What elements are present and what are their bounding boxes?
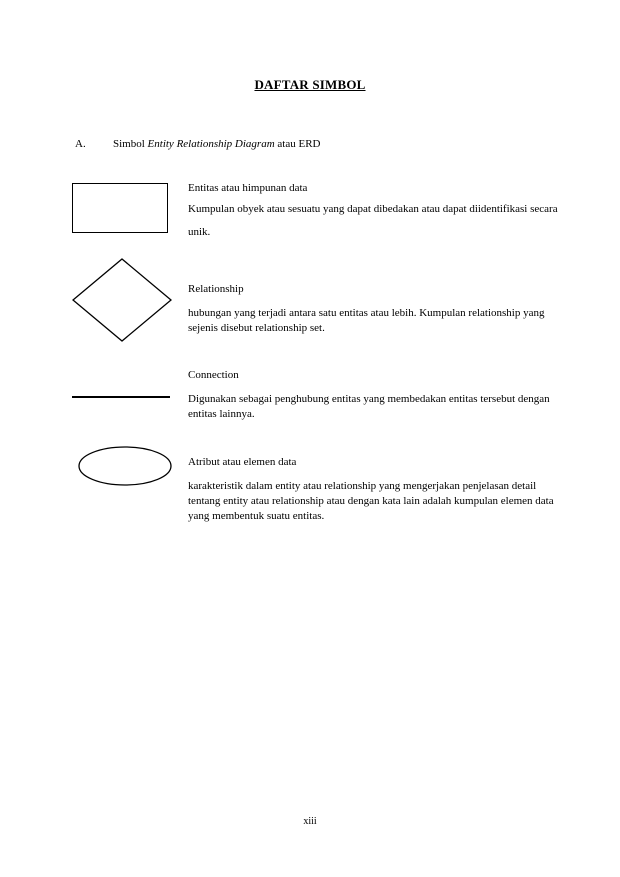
section-heading-text <box>113 138 320 150</box>
ellipse-icon <box>78 446 172 486</box>
symbol-entry-attribute <box>188 455 558 524</box>
symbol-entry-entity <box>188 181 558 244</box>
section-letter: A. <box>75 138 86 150</box>
symbol-term: Relationship <box>188 283 244 295</box>
diamond-icon <box>72 258 172 342</box>
symbol-entry-relationship <box>188 282 558 336</box>
rectangle-icon <box>72 183 168 233</box>
line-icon <box>72 396 170 398</box>
section-emphasis: Entity Relationship Diagram <box>147 138 275 150</box>
page-number: xiii <box>303 816 317 827</box>
symbol-term: Atribut atau elemen data <box>188 456 297 468</box>
symbol-description: Digunakan sebagai penghubung entitas yang membedakan entitas tersebut dengan entitas lainnya. <box>188 393 550 420</box>
page-title: DAFTAR SIMBOL <box>254 77 366 92</box>
symbol-description: Kumpulan obyek atau sesuatu yang dapat dibedakan atau dapat diidentifikasi secara unik. <box>188 203 558 238</box>
section-suffix: atau ERD <box>274 138 321 150</box>
symbol-entry-connection <box>188 368 558 422</box>
symbol-description: hubungan yang terjadi antara satu entitas atau lebih. Kumpulan relationship yang sejenis disebut relationship set. <box>188 307 545 334</box>
symbol-description: karakteristik dalam entity atau relationship yang mengerjakan penjelasan detail tentang entity atau relationship atau dengan kata lain adalah kumpulan elemen data yang membentuk suatu entitas. <box>188 480 554 522</box>
symbol-term: Connection <box>188 369 239 381</box>
section-prefix: Simbol <box>113 138 148 150</box>
symbol-term: Entitas atau himpunan data <box>188 182 308 194</box>
